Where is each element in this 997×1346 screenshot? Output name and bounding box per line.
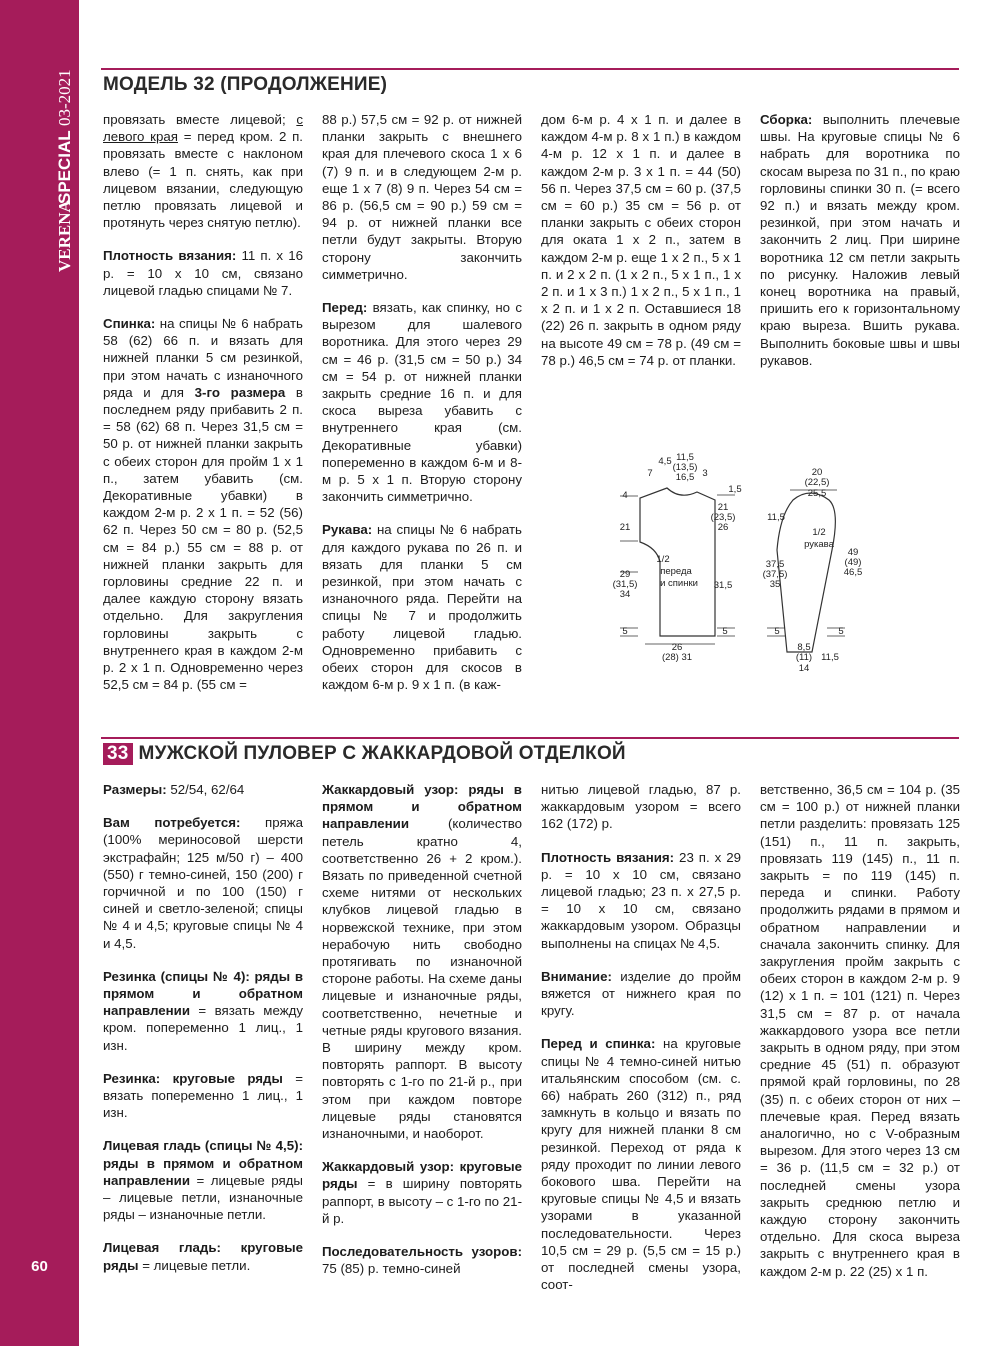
dim-body-bottom-1: 26 bbox=[671, 642, 683, 653]
dim-sleeve-mid-1: 37,5 bbox=[765, 559, 785, 570]
dim-21: 21 bbox=[619, 522, 631, 533]
dim-sleeve-bottom-115: 11,5 bbox=[821, 652, 839, 663]
brand-main: VERENA bbox=[55, 200, 74, 272]
dim-side-top-1: 21 bbox=[717, 502, 729, 513]
issue-number: 03-2021 bbox=[55, 69, 74, 126]
dim-315: 31,5 bbox=[713, 580, 733, 591]
dim-sleeve-top-3: 25,5 bbox=[807, 488, 827, 499]
dim-sleeve-mid-3: 35 bbox=[769, 579, 781, 590]
dim-side-bottom-2: (31,5) bbox=[612, 579, 638, 590]
dim-side-bottom-3: 34 bbox=[619, 589, 631, 600]
sleeve-label-2: рукава bbox=[804, 539, 834, 550]
sleeve-label-1: 1/2 bbox=[812, 527, 826, 538]
dim-sleeve-top-2: (22,5) bbox=[804, 477, 830, 488]
text-column-4: Сборка: выполнить плечевые швы. На круговые спицы № 6 набрать для воротника по скосам выреза по 31 п., по краю горловины спинки 30 п. (= всего 92 п.) и вязать между кром. резинкой, при этом начать и закончить 2 лиц. При ширине воротника 12 см петли закрыть по рисунку. Наложив левый конец воротника на правый, пришить его к горизонтальному краю выреза. Вшить рукава. Выполнить боковые швы и швы рукавов. bbox=[760, 112, 960, 368]
dim-sleeve-top-1: 20 bbox=[811, 467, 823, 478]
dim-body-top-1: 11,5 bbox=[676, 452, 694, 463]
body-label-3: и спинки bbox=[660, 578, 698, 589]
body-label-1: 1/2 bbox=[656, 554, 670, 565]
text-column-5: Размеры: 52/54, 62/64 Вам потребуется: пряжа (100% мериносовой шерсти экстрафайн; 125 м/50 г) – 400 (550) г темно-синей, 150 (200) г горчичной и по 100 (150) г синей и светло-зеленой; спицы № 4 и 4,5; круговые спицы № 4 и 4,5. Резинка (спицы № 4): ряды в прямом и обратном направлении = вязать между кром. попеременно 1 лиц., 1 изн. Резинка: круговые ряды = вязать попеременно 1 лиц., 1 изн. Лицевая гладь (спицы № 4,5): ряды в прямом и обратном направлении = лицевые ряды – лицевые петли, изнаночные ряды – изнаночные петли. Лицевая гладь: круговые ряды = лицевые петли. bbox=[103, 782, 303, 1273]
dim-4: 4 bbox=[622, 490, 628, 501]
section-title-2 bbox=[103, 743, 626, 765]
body-outline bbox=[640, 488, 715, 636]
section-title: МОДЕЛЬ 32 (ПРОДОЛЖЕНИЕ) bbox=[103, 74, 388, 95]
dim-sleeve-bottom-2: (11) bbox=[795, 652, 813, 663]
text-column-1: провязать вместе лицевой; с левого края = перед кром. 2 п. провязать вместе с наклоном влево (= 1 п. снять, как при лицевом вязании, следующую петлю провязать лицевой и протянуть через снятую петлю). Плотность вязания: 11 п. х 16 р. = 10 х 10 см, связано лицевой гладью спицами № 7. Спинка: на спицы № 6 набрать 58 (62) 66 п. и вязать для нижней планки 5 см резинкой, при этом начать с изнаночного ряда и для 3-го размера в последнем ряду прибавить 2 п. = 58 (62) 68 п. Через 31,5 см = 50 р. от нижней планки закрыть с обеих сторон для пройм 1 х 1 п., затем убавить (см. Декоративные убавки) в каждом 2-м р. 2 х 1 п. = 52 (56) 62 п. Через 50 см = 80 р. (52,5 см = 84 р.) 55 см = 88 р. от нижней планки закрыть для горловины средние 22 п. и далее каждую сторону вязать отдельно. Для закругления горловины закрыть с внутреннего края в каждом 2-м р. 2 х 1 п. Одновременно через 52,5 см = 84 р. (55 см = bbox=[103, 112, 303, 693]
pattern-schematic bbox=[605, 440, 865, 680]
dim-sleeve-right-1: 49 bbox=[847, 547, 859, 558]
dim-5-c: 5 bbox=[774, 626, 780, 637]
dim-sleeve-115: 11,5 bbox=[767, 512, 785, 523]
text-column-8: ветственно, 36,5 см = 104 р. (35 см = 100 р.) от нижней планки петли разделить: провязать 125 (151) п., 11 п. закрыть, провязать 119 (145) п., 11 п. закрыть = по 119 (145) п. переда и спинки. Работу продолжить рядами в прямом и обратном направлении и сначала закончить спинку. Для закругления пройм закрыть с обеих сторон в каждом 2-м р. 9 (12) х 1 п. = 101 (121) п. Через 31,5 см = 87 р. от начала жаккардового узора все петли закрыть в одном ряду, при этом средние 45 (51) п. образуют прямой край горловины, по 28 (35) п. с обеих сторон от них – плечевые края. Перед вязать аналогично, но с V-образным вырезом. Для этого через 13 см = 36 р. (11,5 см = 32 р.) от последней смены узора закрыть среднюю петлю и каждую сторону закончить отдельно. Для скоса выреза закрыть с внутреннего края в каждом 2-м р. 22 (25) х 1 п. bbox=[760, 782, 960, 1279]
dim-side-top-2: (23,5) bbox=[710, 512, 736, 523]
dim-body-bottom-2: (28) 31 bbox=[661, 652, 693, 663]
text-column-3: дом 6-м р. 4 х 1 п. и далее в каждом 4-м р. 8 х 1 п.) в каждом 4-м р. 12 х 1 п. и далее в каждом 2-м р. 3 х 1 п. = 44 (50) 56 п. Через 37,5 см = 60 р. (37,5 см = 60 р.) 35 см = 56 р. от планки закрыть с обеих сторон для оката 1 х 2 п., затем в каждом 2-м р. еще 1 х 2 п., 5 х 1 п. и 2 х 2 п. (1 х 2 п., 5 х 1 п., 1 х 2 п. и 1 х 3 п.) 1 х 2 п., 5 х 1 п., 1 х 2 п. и 1 х 2 п. Оставшиеся 18 (22) 26 п. закрыть в одном ряду на высоте 49 см = 78 р. (49 см = 78 р.) 46,5 см = 74 р. от планки. bbox=[541, 112, 741, 368]
model-number-badge: 33 bbox=[103, 743, 133, 765]
body-label-2: переда bbox=[660, 566, 692, 577]
dim-7: 7 bbox=[647, 468, 653, 479]
dim-sleeve-right-2: (49) bbox=[844, 557, 862, 568]
dim-sleeve-mid-2: (37,5) bbox=[762, 569, 788, 580]
page-number: 60 bbox=[31, 1258, 48, 1275]
dim-body-top-3: 16,5 bbox=[675, 472, 695, 483]
dim-3: 3 bbox=[702, 468, 708, 479]
dim-5-b: 5 bbox=[722, 626, 728, 637]
text-column-7: нитью лицевой гладью, 87 р. жаккардовым узором = всего 162 (172) р. Плотность вязания: 23 п. х 29 р. = 10 х 10 см, связано лицевой гладью; 23 п. х 27,5 р. = 10 х 10 см, связано жаккардовым узором. Образцы выполнены на спицах № 4,5. Внимание: изделие до пройм вяжется от нижнего края по кругу. Перед и спинка: на круговые спицы № 4 темно-синей нитью итальянским способом (см. с. 66) набрать 260 (312) п., ряд замкнуть в кольцо и вязать по кругу для нижней планки 8 см резинкой. Переход от ряда к ряду проходит по линии левого бокового шва. Перейти на круговые спицы № 4,5 и вязать узорами в указанной последовательности. Через 10,5 см = 29 р. (5,5 см = 15 р.) от последней смены узора, соот- bbox=[541, 782, 741, 1293]
dim-side-top-3: 26 bbox=[717, 522, 729, 533]
dim-body-top-2: (13,5) bbox=[672, 462, 698, 473]
text-column-2: 88 р.) 57,5 см = 92 р. от нижней планки закрыть с внешнего края для плечевого скоса 1 х 6 (7) 9 п. и в следующем 2-м р. еще 1 х 7 (8) 9 п. Через 54 см = 86 р. (56,5 см = 90 р.) 59 см = 94 р. от нижней планки все петли будут закрыты. Вторую сторону закончить симметрично. Перед: вязать, как спинку, но с вырезом для шалевого воротника. Для этого через 29 см = 46 р. (31,5 см = 50 р.) 34 см = 54 р. от нижней планки закрыть средние 16 п. и для скоса выреза убавить с внутреннего края (см. Декоративные убавки) попеременно в каждом 6-м и 8-м р. 5 х 1 п. Вторую сторону закончить симметрично. Рукава: на спицы № 6 набрать для каждого рукава по 26 п. и вязать для планки 5 см резинкой, при этом начать с изнаночного ряда. Перейти на спицы № 7 и продолжить работу лицевой гладью. Одновременно прибавить с обеих сторон для скосов в каждом 6-м р. 9 х 1 п. (в каж- bbox=[322, 112, 522, 693]
dim-sleeve-bottom-3: 14 bbox=[798, 663, 810, 674]
dim-5-a: 5 bbox=[622, 626, 628, 637]
dim-side-bottom-1: 29 bbox=[619, 569, 631, 580]
dim-5-d: 5 bbox=[838, 626, 844, 637]
brand-logo bbox=[0, 0, 79, 1346]
dim-sleeve-right-3: 46,5 bbox=[843, 567, 863, 578]
section-rule-2 bbox=[101, 737, 959, 739]
dim-45: 4,5 bbox=[658, 456, 672, 467]
section-rule bbox=[101, 68, 959, 70]
dim-15: 1,5 bbox=[728, 484, 742, 495]
text-column-6: Жаккардовый узор: ряды в прямом и обратном направлении (количество петель кратно 4, соответственно 26 + 2 кром.). Вязать по приведенной счетной схеме нитями от нескольких клубков лицевой гладью в норвежской технике, при этом нерабочую нить свободно протягивать по изнаночной стороне работы. На схеме даны лицевые и изнаночные ряды, соответственно, нечетные и четные ряды кругового вязания. В ширину между кром. повторять раппорт. В высоту повторять с 1-го по 21-й р., при этом при каждом повторе лицевые ряды становятся изнаночными, и наоборот. Жаккардовый узор: круговые ряды = в ширину повторять раппорт, в высоту – с 1-го по 21-й р. Последовательность узоров: 75 (85) р. темно-синей bbox=[322, 782, 522, 1277]
dim-sleeve-bottom-1: 8,5 bbox=[797, 642, 811, 653]
brand-sub: SPECIAL bbox=[55, 130, 74, 204]
model-title: МУЖСКОЙ ПУЛОВЕР С ЖАККАРДОВОЙ ОТДЕЛКОЙ bbox=[138, 743, 626, 764]
